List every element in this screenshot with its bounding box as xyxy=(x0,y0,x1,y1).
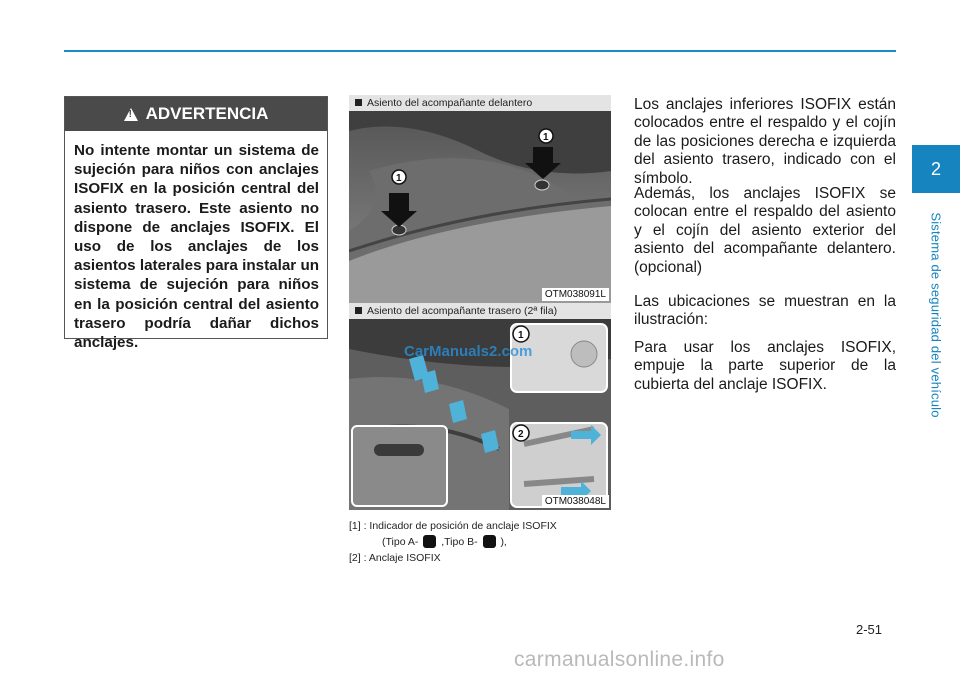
callout-1: 1 xyxy=(518,330,524,341)
paragraph-3: Las ubicaciones se muestran en la ilustración: xyxy=(634,293,896,329)
page-number: 2-51 xyxy=(856,622,883,637)
chapter-number: 2 xyxy=(930,158,941,179)
paragraph-2: Además, los anclajes ISOFIX se colocan entre el respaldo del asiento y el cojín del asiento exterior del asiento del acompañante delantero. (opcional) xyxy=(634,185,896,276)
note-2: (Tipo A- ,Tipo B- ), xyxy=(382,536,507,548)
chapter-title: Sistema de seguridad del vehículo xyxy=(928,212,944,418)
chapter-tab xyxy=(912,145,960,193)
square-bullet-icon xyxy=(355,99,362,106)
watermark-carmanuals2: CarManuals2.com xyxy=(404,343,533,360)
rear-seat-illustration xyxy=(349,111,611,303)
figure1-caption: Asiento del acompañante delantero xyxy=(349,95,611,111)
warning-title: ADVERTENCIA xyxy=(145,104,269,123)
warning-box xyxy=(64,96,328,352)
callout-1b: 1 xyxy=(543,132,549,143)
warning-icon xyxy=(124,108,138,121)
paragraph-4: Para usar los anclajes ISOFIX, empuje la parte superior de la cubierta del anclaje ISOFIX. xyxy=(634,339,896,393)
warning-header xyxy=(65,97,327,131)
note-1: [1] : Indicador de posición de anclaje ISOFIX xyxy=(349,520,557,532)
note-3: [2] : Anclaje ISOFIX xyxy=(349,552,441,564)
figure2-caption: Asiento del acompañante trasero (2ª fila) xyxy=(349,303,611,319)
warning-text: No intente montar un sistema de sujeción para niños con anclajes ISOFIX en la posición central del asiento trasero. Este asiento no dispone de anclajes ISOFIX. El uso de los anclajes de los asientos laterales para instalar un sistema de sujeción para niños en la posición central del asiento trasero podría dañar dichos anclajes. xyxy=(74,142,319,352)
figure2-code: OTM038048L xyxy=(542,495,609,508)
figure1-code: OTM038091L xyxy=(542,288,609,301)
watermark-footer: carmanualsonline.info xyxy=(514,648,725,671)
paragraph-1: Los anclajes inferiores ISOFIX están colocados entre el respaldo y el cojín de las posiciones derecha e izquierda del asiento trasero, indicado con el símbolo. xyxy=(634,96,896,187)
top-rule xyxy=(64,50,896,52)
isofix-type-b-icon xyxy=(483,535,496,548)
chapter-title-vertical xyxy=(920,200,952,430)
callout-2: 2 xyxy=(518,429,524,440)
figure1-photo xyxy=(349,111,611,303)
square-bullet-icon xyxy=(355,307,362,314)
isofix-type-a-icon xyxy=(423,535,436,548)
figure-notes xyxy=(349,518,557,566)
callout-1: 1 xyxy=(396,173,402,184)
